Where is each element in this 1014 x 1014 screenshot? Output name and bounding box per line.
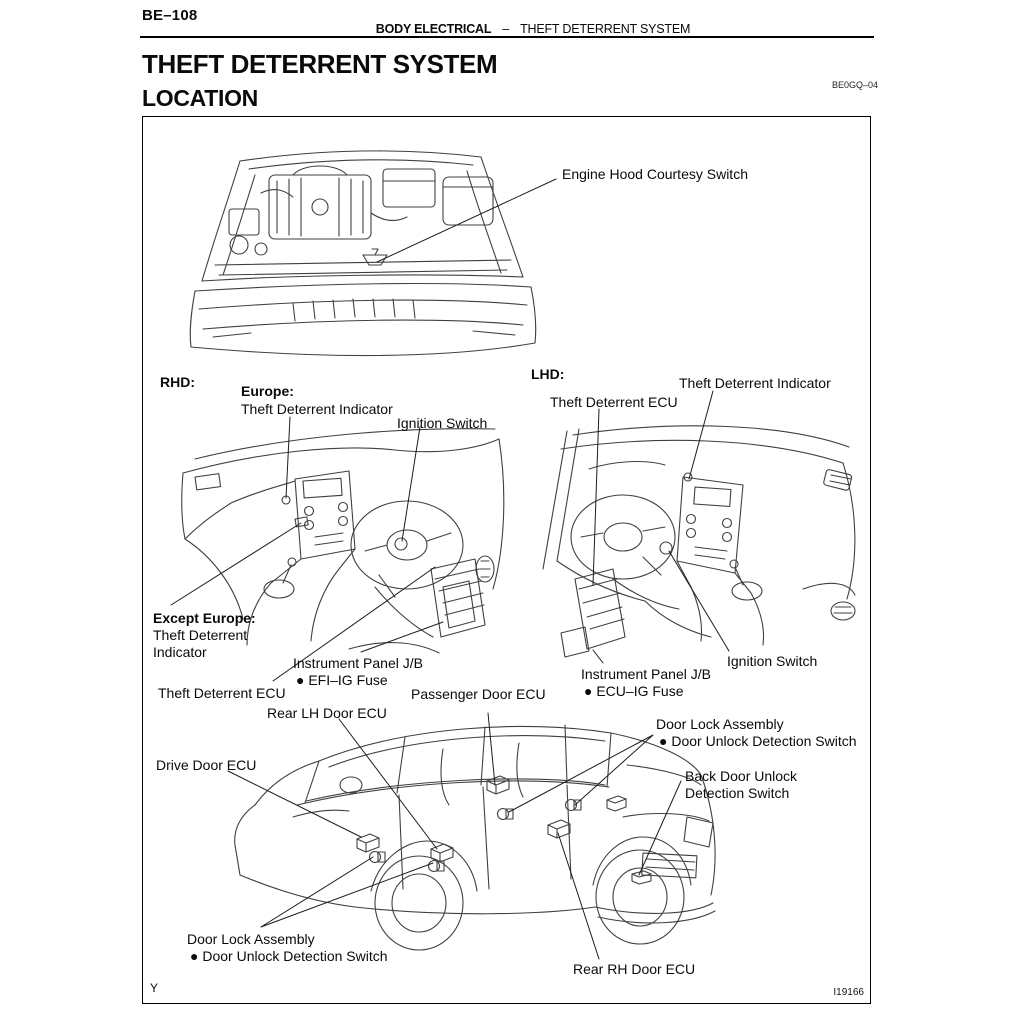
label-engine-hood-courtesy-switch: Engine Hood Courtesy Switch xyxy=(562,166,748,182)
engine-bay-drawing xyxy=(190,151,536,356)
doc-code: BE0GQ–04 xyxy=(832,80,879,90)
label-door-unlock-detection-switch-right: ● Door Unlock Detection Switch xyxy=(659,733,857,749)
label-efi-ig-fuse: ● EFI–IG Fuse xyxy=(296,672,388,688)
label-except-europe-line3: Indicator xyxy=(153,644,207,660)
label-except-europe-heading: Except Europe: xyxy=(153,610,256,626)
label-drive-door-ecu: Drive Door ECU xyxy=(156,757,257,773)
label-rear-lh-door-ecu: Rear LH Door ECU xyxy=(267,705,387,721)
page-number: BE–108 xyxy=(142,7,198,24)
label-passenger-door-ecu: Passenger Door ECU xyxy=(411,686,546,702)
page-title: THEFT DETERRENT SYSTEM xyxy=(142,49,498,79)
label-back-door-unlock-line1: Back Door Unlock xyxy=(685,768,798,784)
label-rear-rh-door-ecu: Rear RH Door ECU xyxy=(573,961,696,977)
label-europe-theft-deterrent-indicator: Theft Deterrent Indicator xyxy=(241,401,393,417)
figure-footer-mark: Y xyxy=(150,981,159,995)
running-header-topic: THEFT DETERRENT SYSTEM xyxy=(520,22,691,36)
label-theft-deterrent-indicator-lhd: Theft Deterrent Indicator xyxy=(679,375,831,391)
location-figure xyxy=(142,116,871,1004)
running-header-separator: – xyxy=(502,22,510,36)
label-instrument-panel-jb-rhd: Instrument Panel J/B xyxy=(293,655,423,671)
lhd-dash-drawing xyxy=(543,426,855,657)
label-ecu-ig-fuse: ● ECU–IG Fuse xyxy=(584,683,684,699)
section-title: LOCATION xyxy=(142,85,258,111)
suv-body-drawing xyxy=(235,725,715,950)
label-except-europe-line2: Theft Deterrent xyxy=(153,627,248,643)
label-rhd-heading: RHD: xyxy=(160,374,195,390)
running-header-section: BODY ELECTRICAL xyxy=(375,22,492,36)
label-door-lock-assembly-right: Door Lock Assembly xyxy=(656,716,784,732)
running-header xyxy=(0,22,1014,36)
header-rule xyxy=(140,36,874,38)
label-door-unlock-detection-switch-bottom: ● Door Unlock Detection Switch xyxy=(190,948,388,964)
figure-id: I19166 xyxy=(833,987,864,998)
label-back-door-unlock-line2: Detection Switch xyxy=(685,785,790,801)
label-theft-deterrent-ecu-lhd: Theft Deterrent ECU xyxy=(550,394,678,410)
leader-lines xyxy=(171,179,729,959)
label-lhd-heading: LHD: xyxy=(531,366,565,382)
label-europe-heading: Europe: xyxy=(241,383,294,399)
label-theft-deterrent-ecu-rhd: Theft Deterrent ECU xyxy=(158,685,286,701)
label-ignition-switch-rhd: Ignition Switch xyxy=(397,415,488,431)
label-instrument-panel-jb-lhd: Instrument Panel J/B xyxy=(581,666,711,682)
label-ignition-switch-lhd: Ignition Switch xyxy=(727,653,818,669)
location-diagram-art xyxy=(143,117,869,1002)
label-door-lock-assembly-bottom: Door Lock Assembly xyxy=(187,931,315,947)
